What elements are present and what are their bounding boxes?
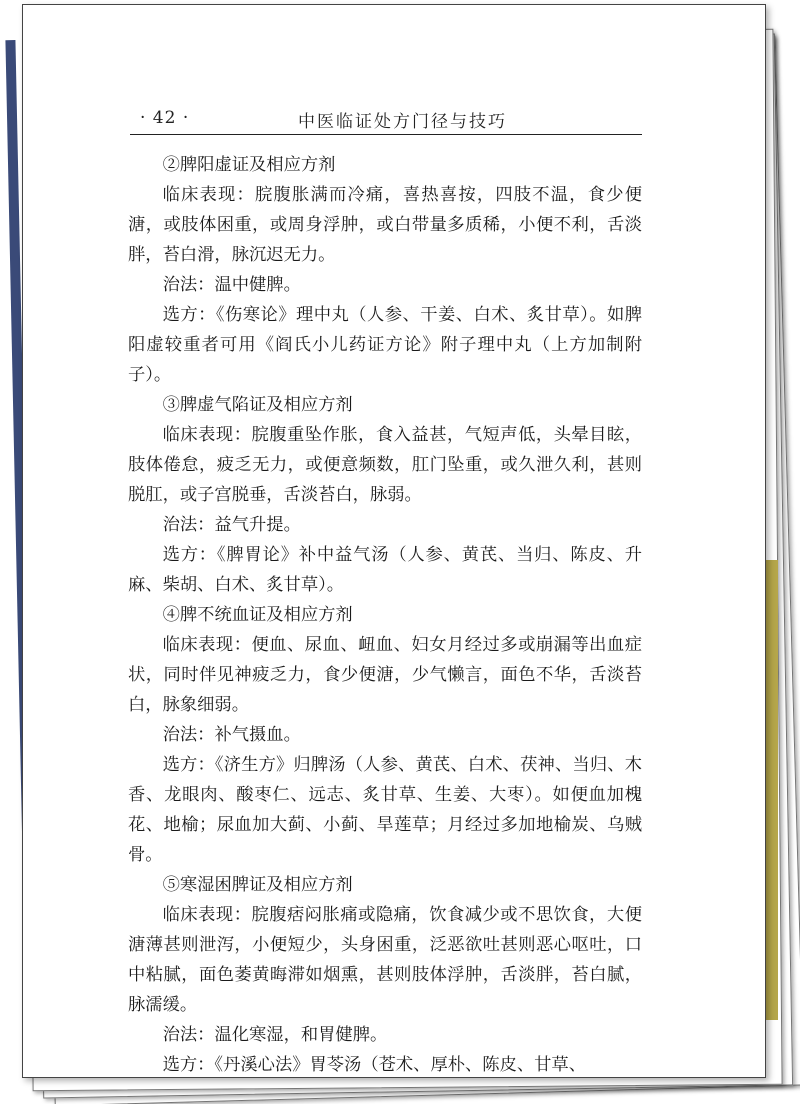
paragraph: 治法：益气升提。 xyxy=(162,515,301,535)
section-heading: ②脾阳虚证及相应方剂 xyxy=(162,155,336,175)
paragraph: 治法：温化寒湿，和胃健脾。 xyxy=(162,1025,388,1045)
section-heading: ⑤寒湿困脾证及相应方剂 xyxy=(162,875,353,895)
paragraph: 选方：《伤寒论》理中丸（人参、干姜、白术、炙甘草）。如脾阳虚较重者可用《阎氏小儿药证方论》附子理中丸（上方加制附子）。 xyxy=(128,305,642,385)
paragraph: 临床表现：脘腹重坠作胀，食入益甚，气短声低，头晕目眩，肢体倦怠，疲乏无力，或便意频数，肛门坠重，或久泄久利，甚则脱肛，或子宫脱垂，舌淡苔白，脉弱。 xyxy=(128,425,642,505)
section-heading: ④脾不统血证及相应方剂 xyxy=(162,605,353,625)
paragraph: 临床表现：便血、尿血、衄血、妇女月经过多或崩漏等出血症状，同时伴见神疲乏力，食少便溏，少气懒言，面色不华，舌淡苔白，脉象细弱。 xyxy=(128,635,642,715)
book-title: 中医临证处方门径与技巧 xyxy=(298,112,507,132)
paragraph: 选方：《济生方》归脾汤（人参、黄芪、白术、茯神、当归、木香、龙眼肉、酸枣仁、远志、炙甘草、生姜、大枣）。如便血加槐花、地榆；尿血加大蓟、小蓟、旱莲草；月经过多加地榆炭、乌贼骨。 xyxy=(128,755,642,865)
page-body xyxy=(128,150,642,1080)
paragraph: 选方：《丹溪心法》胃苓汤（苍术、厚朴、陈皮、甘草、 xyxy=(162,1055,586,1075)
paragraph: 治法：温中健脾。 xyxy=(162,275,301,295)
paragraph: 临床表现：脘腹胀满而冷痛，喜热喜按，四肢不温，食少便溏，或肢体困重，或周身浮肿，或白带量多质稀，小便不利，舌淡胖，苔白滑，脉沉迟无力。 xyxy=(128,185,642,265)
section-heading: ③脾虚气陷证及相应方剂 xyxy=(162,395,353,415)
page-number: · 42 · xyxy=(140,108,190,128)
paragraph: 治法：补气摄血。 xyxy=(162,725,301,745)
page-header xyxy=(130,104,642,135)
paragraph: 选方：《脾胃论》补中益气汤（人参、黄芪、当归、陈皮、升麻、柴胡、白术、炙甘草）。 xyxy=(128,545,642,595)
book-edge-right xyxy=(766,560,778,1020)
paragraph: 临床表现：脘腹痞闷胀痛或隐痛，饮食减少或不思饮食，大便溏薄甚则泄泻，小便短少，头身困重，泛恶欲吐甚则恶心呕吐，口中粘腻，面色萎黄晦滞如烟熏，甚则肢体浮肿，舌淡胖，苔白腻，脉濡缓。 xyxy=(128,905,642,1015)
